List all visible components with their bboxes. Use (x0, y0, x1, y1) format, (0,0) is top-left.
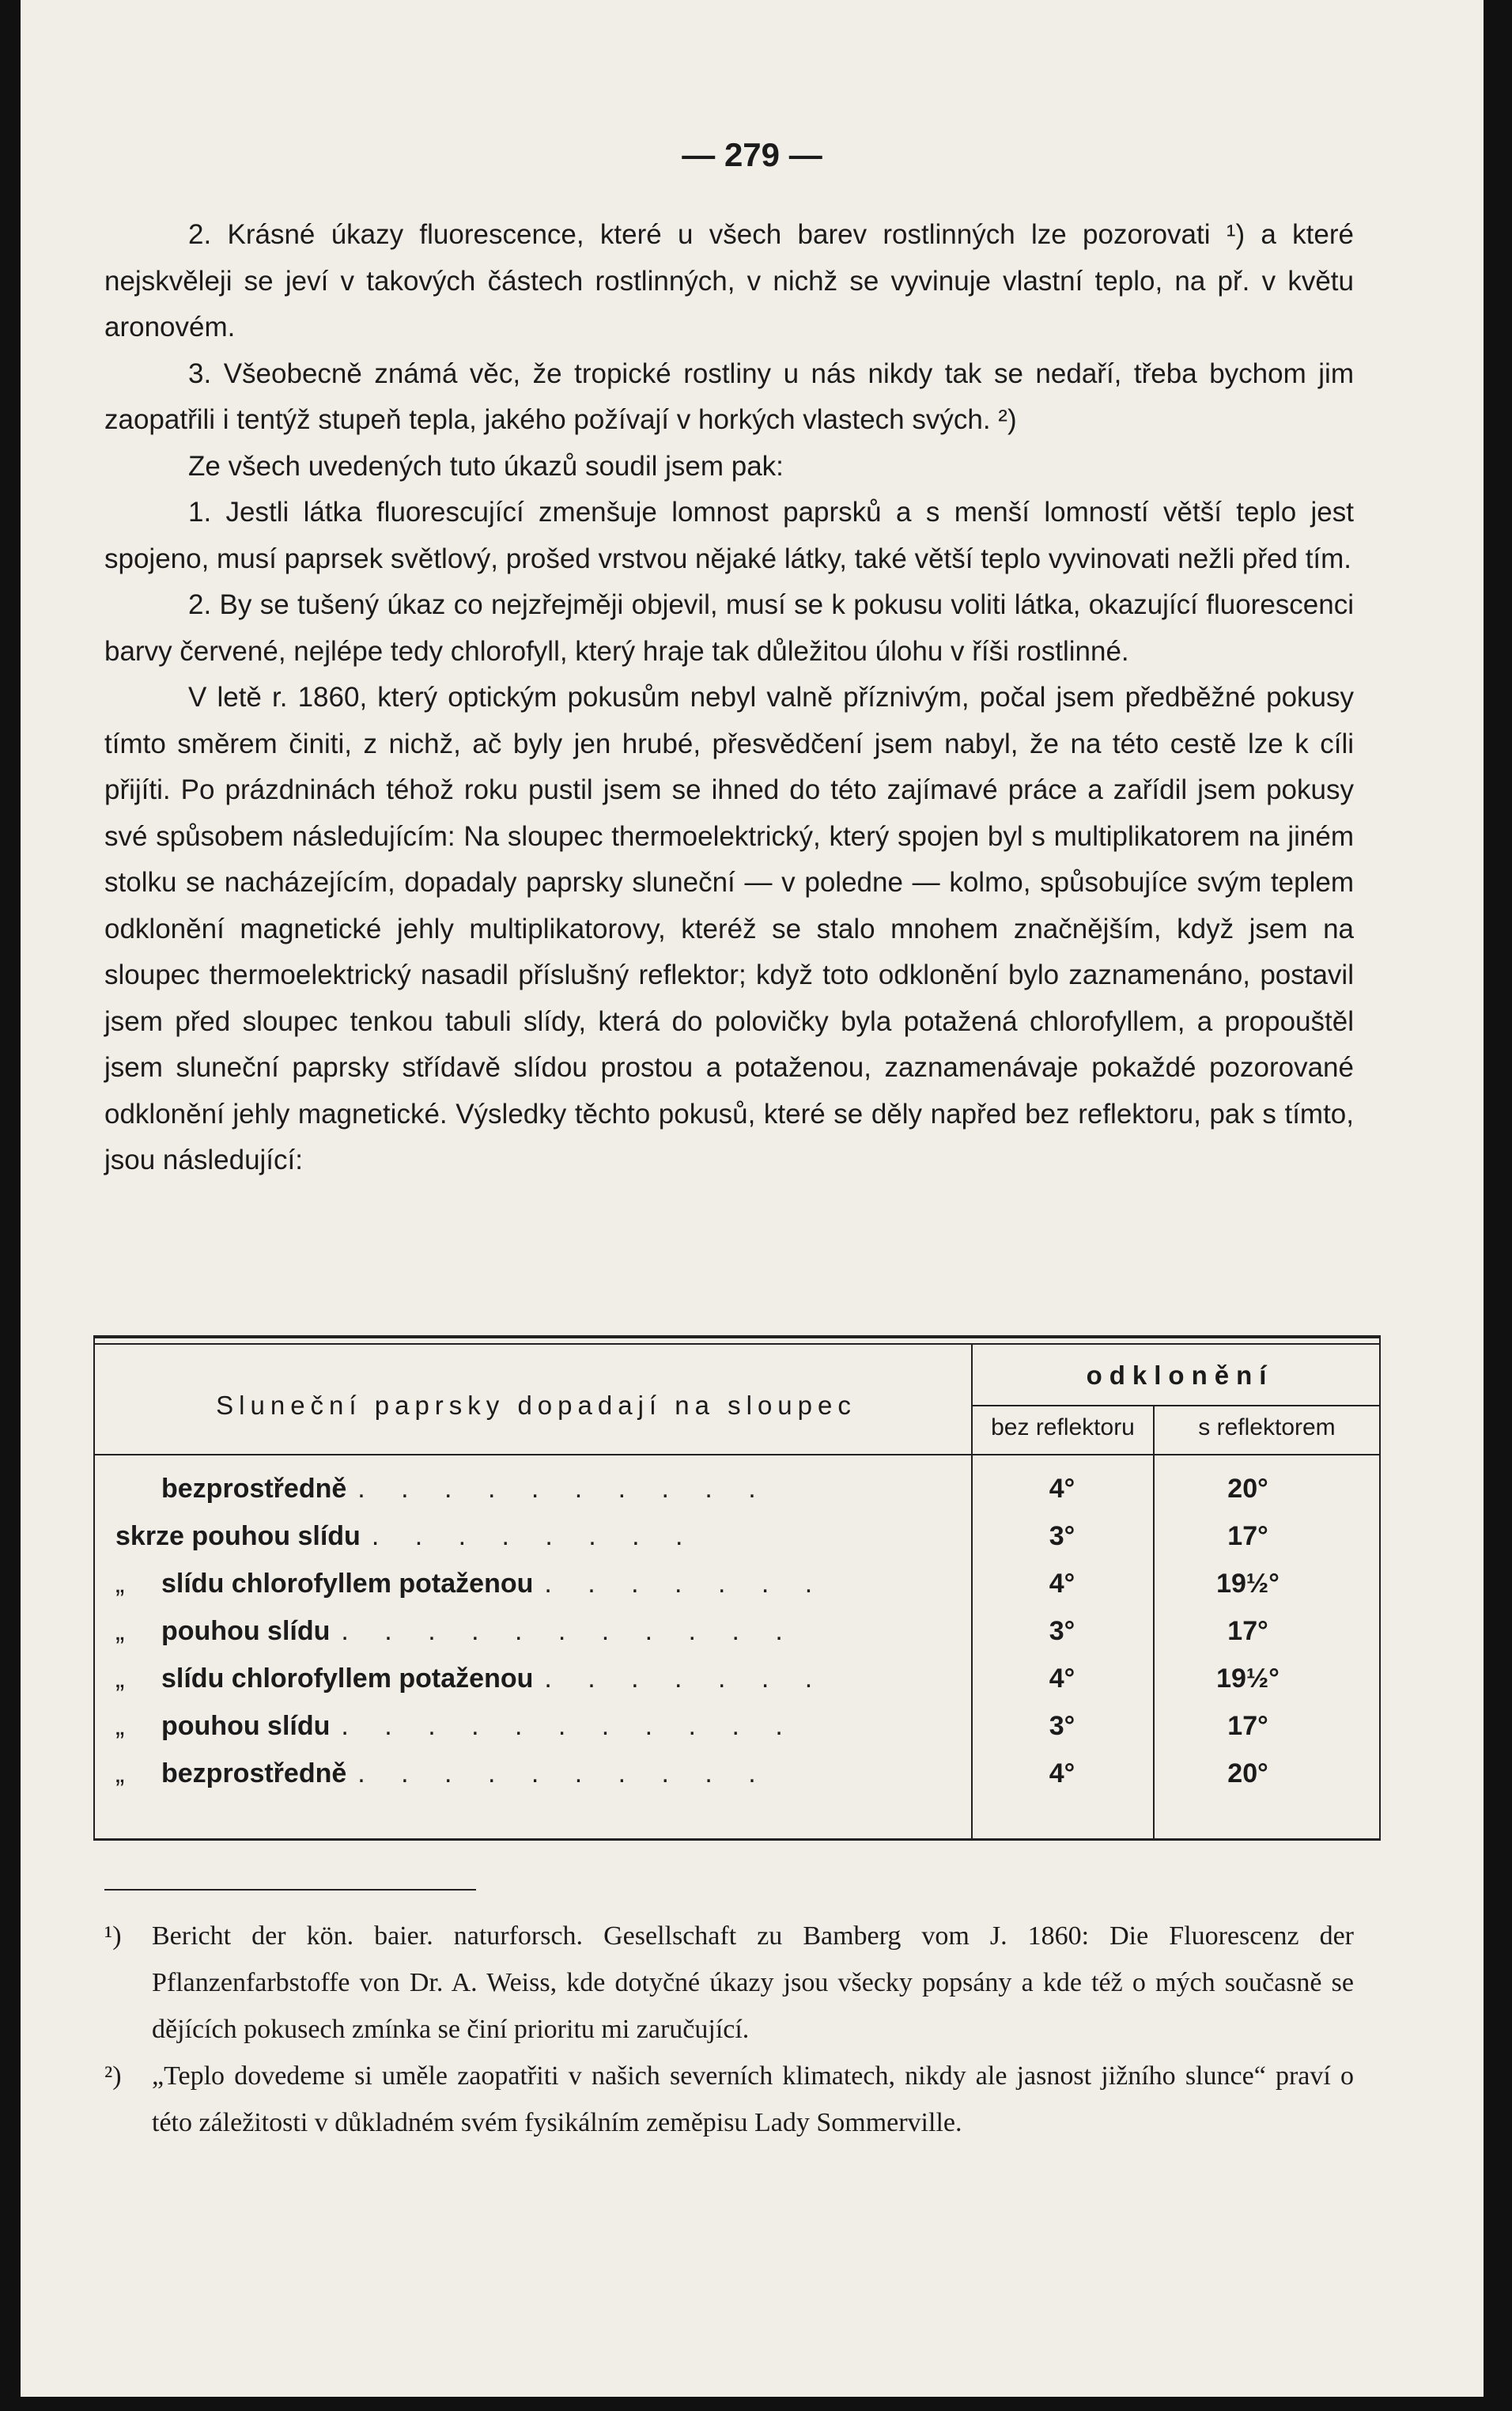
header-sub-rule (971, 1405, 1381, 1406)
value-without-reflector: 4° (1049, 1569, 1075, 1599)
value-with-reflector: 20° (1227, 1758, 1268, 1788)
value-with-reflector: 17° (1227, 1711, 1268, 1741)
value-with-reflector: 20° (1227, 1474, 1268, 1504)
table-header-left: Sluneční paprsky dopadají na sloupec (216, 1391, 856, 1420)
value-with-reflector: 19½° (1216, 1663, 1280, 1694)
footnote (104, 2053, 1354, 2146)
table-top-rule-thin (93, 1343, 1381, 1345)
row-label: slídu chlorofyllem potaženou (161, 1569, 534, 1599)
table-row (93, 1758, 1381, 1804)
footnote-separator (104, 1889, 476, 1891)
results-table (93, 1335, 1381, 1849)
leader-dots: . . . . . . . . . . (357, 1474, 770, 1504)
value-without-reflector: 3° (1049, 1711, 1075, 1741)
footnote-mark: ²) (104, 2061, 122, 2091)
row-label: slídu chlorofyllem potaženou (161, 1663, 534, 1694)
value-with-reflector: 17° (1227, 1521, 1268, 1551)
paragraph: V letě r. 1860, který optickým pokusům nebyl valně příznivým, počal jsem předběžné pokusy tímto směrem činiti, z nichž, ač byly jen hrubé, přesvědčení jsem nabyl, že na této cestě lze k cíli přijíti. Po prázdninách téhož roku pustil jsem se ihned do této zajímavé práce a zařídil jsem pokusy své spůsobem následujícím: Na sloupec thermoelektrický, který spojen byl s multiplikatorem na jiném stolku se nacházejícím, dopadaly paprsky sluneční — v poledne — kolmo, spůsobujíce svým teplem odklonění magnetické jehly multiplikatorovy, kteréž se stalo mnohem značnějším, když jsem na sloupec thermoelektrický nasadil příslušný reflektor; když toto odklonění bylo zaznamenáno, postavil jsem před sloupec tenkou tabuli slídy, která do polovičky byla potažená chlorofyllem, a propouštěl jsem sluneční paprsky střídavě slídou prostou a potaženou, zaznamenávaje pokaždé pozorované odklonění jehly magnetické. Výsledky těchto pokusů, které se děly napřed bez reflektoru, pak s tímto, jsou následující: (104, 682, 1354, 1175)
footnote-text: „Teplo dovedeme si uměle zaopatřiti v našich severních klimatech, nikdy ale jasnost jižního slunce“ praví o této záležitosti v důkladném svém fysikálním zeměpisu Lady Sommerville. (152, 2061, 1354, 2137)
leader-dots: . . . . . . . . . . . (341, 1616, 797, 1646)
value-without-reflector: 4° (1049, 1758, 1075, 1788)
ditto-mark: „ (115, 1711, 125, 1741)
leader-dots: . . . . . . . . . . (357, 1758, 770, 1788)
ditto-mark: „ (115, 1569, 125, 1599)
main-text (104, 212, 1354, 1184)
value-with-reflector: 19½° (1216, 1569, 1280, 1599)
table-row (93, 1474, 1381, 1520)
paragraph: 2. By se tušený úkaz co nejzřejměji objevil, musí se k pokusu voliti látka, okazující fluorescenci barvy červené, nejlépe tedy chlorofyll, který hraje tak důležitou úlohu v říši rostlinné. (104, 589, 1354, 667)
header-bottom-rule (93, 1454, 1381, 1455)
footnotes (104, 1913, 1354, 2146)
value-without-reflector: 3° (1049, 1521, 1075, 1551)
table-row (93, 1569, 1381, 1614)
row-label: pouhou slídu (161, 1616, 331, 1646)
leader-dots: . . . . . . . (544, 1663, 827, 1694)
table-header-right: odklonění (1086, 1361, 1274, 1390)
page-number: — 279 — (682, 136, 822, 173)
page (21, 0, 1484, 2397)
col-header-with-reflector: s reflektorem (1198, 1414, 1336, 1440)
value-without-reflector: 4° (1049, 1663, 1075, 1694)
footnote-mark: ¹) (104, 1921, 122, 1951)
leader-dots: . . . . . . . . (371, 1521, 697, 1551)
value-without-reflector: 4° (1049, 1474, 1075, 1504)
paragraph: Ze všech uvedených tuto úkazů soudil jsem pak: (188, 450, 784, 482)
footnote-text: Bericht der kön. baier. naturforsch. Gesellschaft zu Bamberg vom J. 1860: Die Fluorescenz der Pflanzenfarbstoffe von Dr. A. Weiss, kde dotyčné úkazy jsou všecky popsány a kde též o mých současně se dějících pokusech zmínka se činí prioritu mi zaručující. (152, 1921, 1354, 2044)
leader-dots: . . . . . . . . . . . (341, 1711, 797, 1741)
footnote (104, 1913, 1354, 2053)
ditto-mark: „ (115, 1616, 125, 1646)
paragraph: 2. Krásné úkazy fluorescence, které u všech barev rostlinných lze pozorovati ¹) a které nejskvěleji se jeví v takových částech rostlinných, v nichž se vyvinuje vlastní teplo, na př. v květu aronovém. (104, 219, 1354, 343)
row-label: pouhou slídu (161, 1711, 331, 1741)
table-row (93, 1521, 1381, 1567)
table-row (93, 1711, 1381, 1757)
table-top-rule (93, 1335, 1381, 1338)
row-label: bezprostředně (161, 1474, 347, 1504)
paragraph: 1. Jestli látka fluorescující zmenšuje lomnost paprsků a s menší lomností větší teplo jest spojeno, musí paprsek světlový, prošed vrstvou nějaké látky, také větší teplo vyvinovati nežli před tím. (104, 497, 1354, 574)
ditto-mark: „ (115, 1758, 125, 1788)
row-label: skrze pouhou slídu (115, 1521, 361, 1551)
table-row (93, 1663, 1381, 1709)
leader-dots: . . . . . . . (544, 1569, 827, 1599)
table-row (93, 1616, 1381, 1662)
ditto-mark: „ (115, 1663, 125, 1694)
value-without-reflector: 3° (1049, 1616, 1075, 1646)
paragraph: 3. Všeobecně známá věc, že tropické rostliny u nás nikdy tak se nedaří, třeba bychom jim zaopatřili i tentýž stupeň tepla, jakého požívají v horkých vlastech svých. ²) (104, 358, 1354, 435)
value-with-reflector: 17° (1227, 1616, 1268, 1646)
row-label: bezprostředně (161, 1758, 347, 1788)
table-bottom-rule (93, 1838, 1381, 1841)
col-header-without-reflector: bez reflektoru (991, 1414, 1135, 1440)
